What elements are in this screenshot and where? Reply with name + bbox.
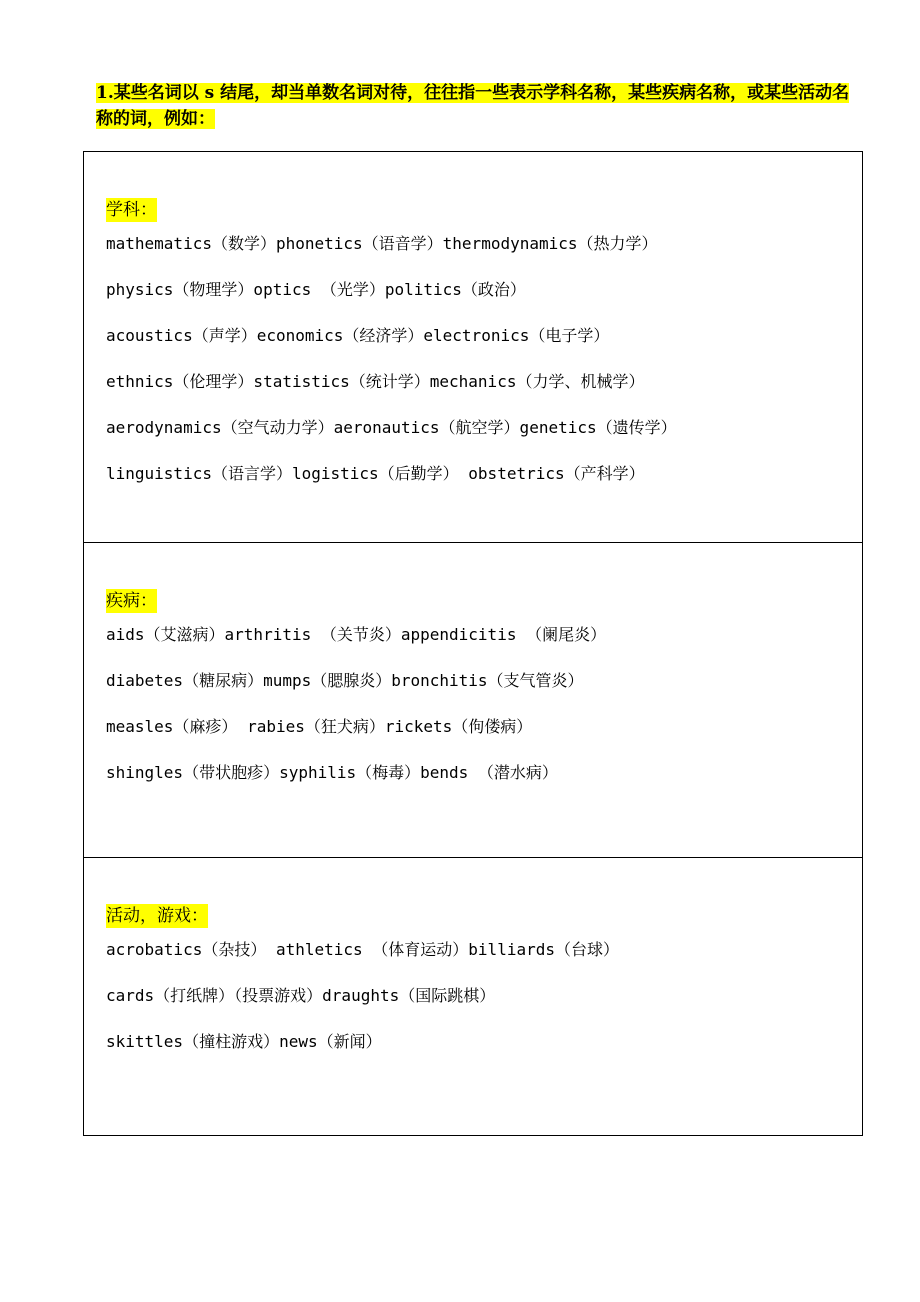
list-item: skittles（撞柱游戏）news（新闻）	[106, 1032, 382, 1051]
intro-paragraph	[96, 80, 866, 132]
list-item: acoustics（声学）economics（经济学）electronics（电子学）	[106, 326, 610, 345]
list-item: diabetes（糖尿病）mumps（腮腺炎）bronchitis（支气管炎）	[106, 671, 584, 690]
list-item: aids（艾滋病）arthritis （关节炎）appendicitis （阑尾炎）	[106, 625, 607, 644]
list-item: mathematics（数学）phonetics（语音学）thermodynamics（热力学）	[106, 234, 658, 253]
list-item: aerodynamics（空气动力学）aeronautics（航空学）genetics（遗传学）	[106, 418, 677, 437]
section-activities	[84, 858, 862, 1135]
list-item: ethnics（伦理学）statistics（统计学）mechanics（力学、机械学）	[106, 372, 645, 391]
section-diseases	[84, 543, 862, 858]
section-heading-subjects: 学科：	[106, 200, 157, 220]
list-item: cards（打纸牌）（投票游戏）draughts（国际跳棋）	[106, 986, 496, 1005]
section-subjects	[84, 152, 862, 543]
section-heading-activities: 活动，游戏：	[106, 906, 208, 926]
section-heading-diseases: 疾病：	[106, 591, 157, 611]
list-item: acrobatics（杂技） athletics （体育运动）billiards（台球）	[106, 940, 619, 959]
vocabulary-table	[83, 151, 863, 1136]
list-item: measles（麻疹） rabies（狂犬病）rickets（佝偻病）	[106, 717, 533, 736]
list-item: linguistics（语言学）logistics（后勤学） obstetrics（产科学）	[106, 464, 645, 483]
intro-text: 1.某些名词以 s 结尾，却当单数名词对待，往往指一些表示学科名称，某些疾病名称，或某些活动名称的词，例如：	[96, 83, 850, 129]
list-item: physics（物理学）optics （光学）politics（政治）	[106, 280, 526, 299]
list-item: shingles（带状胞疹）syphilis（梅毒）bends （潜水病）	[106, 763, 558, 782]
